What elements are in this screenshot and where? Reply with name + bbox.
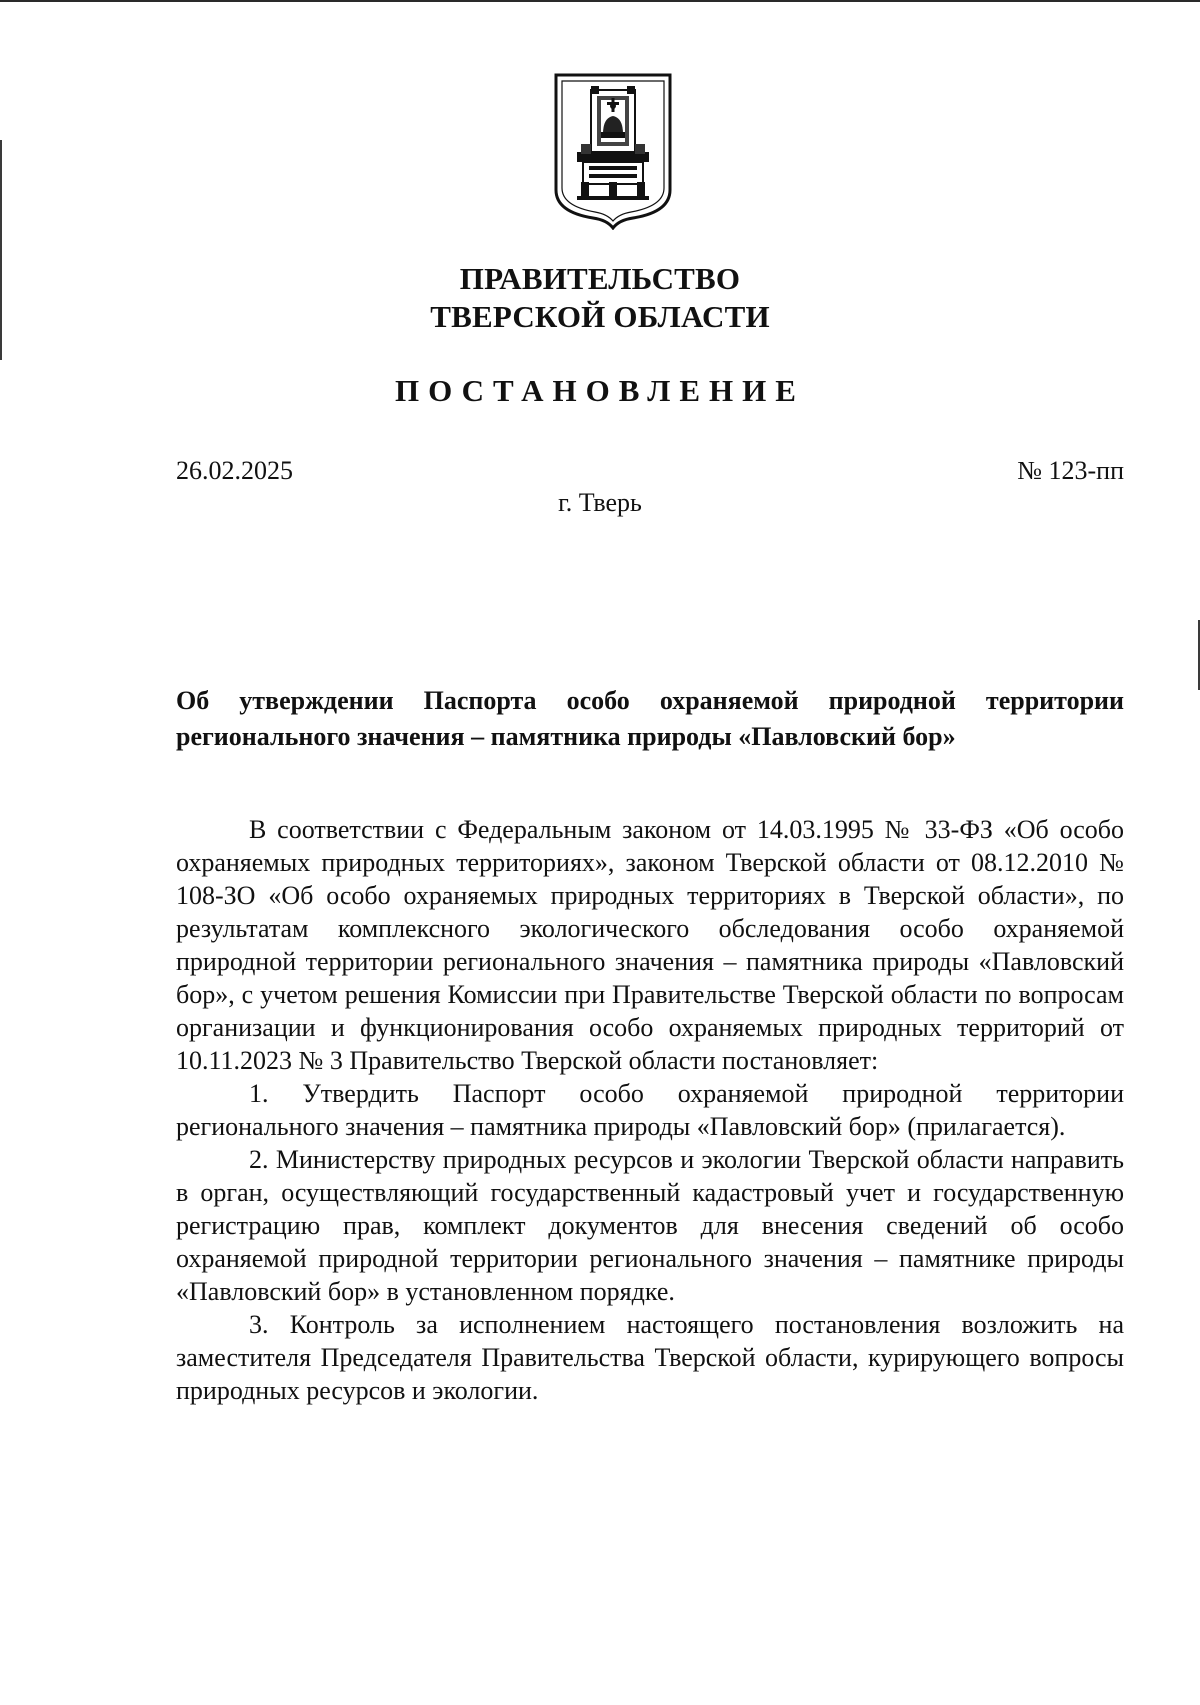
document-type: ПОСТАНОВЛЕНИЕ [395,373,805,408]
document-city: г. Тверь [558,488,642,517]
document-number: № 123-пп [1017,456,1124,485]
preamble-paragraph: В соответствии с Федеральным законом от 14.03.1995 № 33-ФЗ «Об особо охраняемых природных территориях», законом Тверской области от 08.12.2010 № 108-ЗО «Об особо охраняемых природных территориях в Тверской области», по результатам комплексного экологического обследования особо охраняемой природной территории регионального значения – памятника природы «Павловский бор», с учетом решения Комиссии при Правительстве Тверской области по вопросам организации и функционирования особо охраняемых природных территорий от 10.11.2023 № 3 Правительство Тверской области постановляет: [176,815,1124,1075]
document-body [176,813,1124,1407]
body-item-3: 3. Контроль за исполнением настоящего постановления возложить на заместителя Председателя Правительства Тверской области, курирующего вопросы природных ресурсов и экологии. [176,1310,1124,1405]
document-subject: Об утверждении Паспорта особо охраняемой природной территории регионального значения – памятника природы «Павловский бор» [176,686,1124,751]
government-title-line2: ТВЕРСКОЙ ОБЛАСТИ [430,299,770,334]
scan-border-top [0,0,1200,2]
body-item-2: 2. Министерству природных ресурсов и экологии Тверской области направить в орган, осуществляющий государственный кадастровый учет и государственную регистрацию прав, комплект документов для внесения сведений об особо охраняемой природной территории регионального значения – памятнике природы «Павловский бор» в установленном порядке. [176,1145,1124,1306]
tver-oblast-coat-of-arms-icon [553,72,673,230]
document-date: 26.02.2025 [176,456,293,485]
body-item-1: 1. Утвердить Паспорт особо охраняемой природной территории регионального значения – памятника природы «Павловский бор» (прилагается). [176,1079,1124,1141]
government-title-line1: ПРАВИТЕЛЬСТВО [459,261,741,296]
